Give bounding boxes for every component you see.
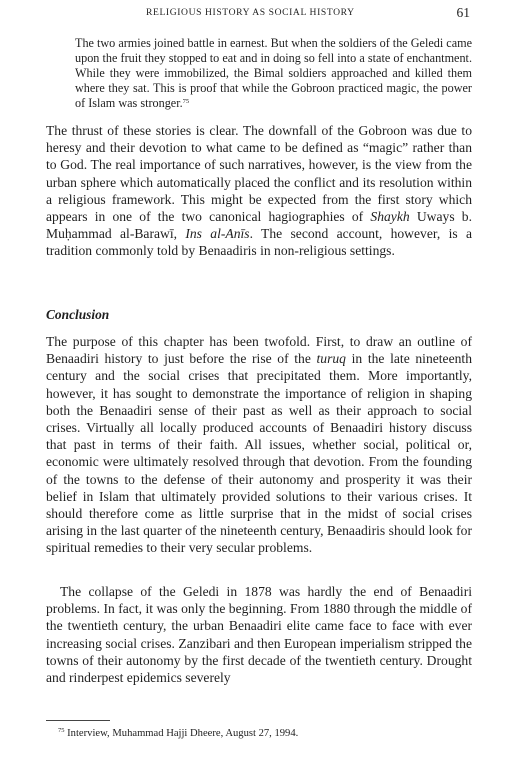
footnote-text: Interview, Muhammad Hajji Dheere, August 27, 1994. xyxy=(67,728,299,739)
paragraph-chapter-purpose xyxy=(46,333,472,557)
section-heading-conclusion: Conclusion xyxy=(46,307,110,322)
footnote xyxy=(58,728,298,739)
paragraph-text: in the late nineteenth century and the social crises that precipitated them. More importantly, however, it has sought to demonstrate the importance of religion in shaping both the Benaadiri sense of their past as well as their approach to social crises. Virtually all locally produced accounts of Benaadiri history discuss that past in terms of their faith. All issues, whether social, political or, economic were ultimately resolved through that devotion. From the founding of the towns to the defense of their autonomy and prosperity it was their belief in Islam that ultimately provided solutions to their various crises. It should therefore come as little surprise that in the midst of social crises arising in the last quarter of the nineteenth century, Benaadiris should look for spiritual remedies to their very secular problems. xyxy=(46,351,472,556)
paragraph-text: The collapse of the Geledi in 1878 was hardly the end of Benaadiri problems. In fact, it was only the beginning. From 1880 through the middle of the twentieth century, the urban Benaadiri elite came face to face with ever increasing social crises. Zanzibari and then European imperialism stripped the towns of their autonomy by the first decade of the twentieth century. Drought and rinderpest epidemics severely xyxy=(46,584,472,686)
block-quote-text: The two armies joined battle in earnest. But when the soldiers of the Geledi came upon the fruit they stopped to eat and in doing so fell into a state of enchantment. While they were immobilized, the Bimal soldiers approached and killed them where they sat. This is proof that while the Gobroon practiced magic, the power of Islam was stronger. xyxy=(75,36,472,110)
page-number: 61 xyxy=(456,5,470,20)
paragraph-text: . The second account, however, is a tradition commonly told by Benaadiris in non-religious settings. xyxy=(46,226,472,259)
paragraph-geledi-collapse xyxy=(46,583,472,686)
paragraph-text: Uways b. Muḥammad al-Barawī, xyxy=(46,209,473,242)
page-header xyxy=(46,5,472,21)
paragraph-thrust-of-stories xyxy=(46,122,472,260)
running-head: RELIGIOUS HISTORY AS SOCIAL HISTORY xyxy=(146,7,355,18)
footnote-number: 75 xyxy=(58,727,65,734)
italic-title: Ins al-Anīs xyxy=(185,226,250,242)
footnote-reference[interactable]: 75 xyxy=(182,97,190,105)
paragraph-text: The thrust of these stories is clear. The downfall of the Gobroon was due to heresy and their devotion to what came to be defined as “magic” rather than to God. The real importance of such narratives, however, is the view from the urban sphere which automatically placed the conflict and its resolution within a religious framework. This might be expected from the first story which appears in one of the two canonical hagiographies of xyxy=(46,123,472,225)
block-quote xyxy=(75,36,472,111)
italic-term: turuq xyxy=(316,351,346,367)
footnote-divider xyxy=(46,720,110,721)
paragraph-text: The purpose of this chapter has been twofold. First, to draw an outline of Benaadiri history to just before the rise of the xyxy=(46,334,472,367)
italic-term: Shaykh xyxy=(370,209,410,225)
